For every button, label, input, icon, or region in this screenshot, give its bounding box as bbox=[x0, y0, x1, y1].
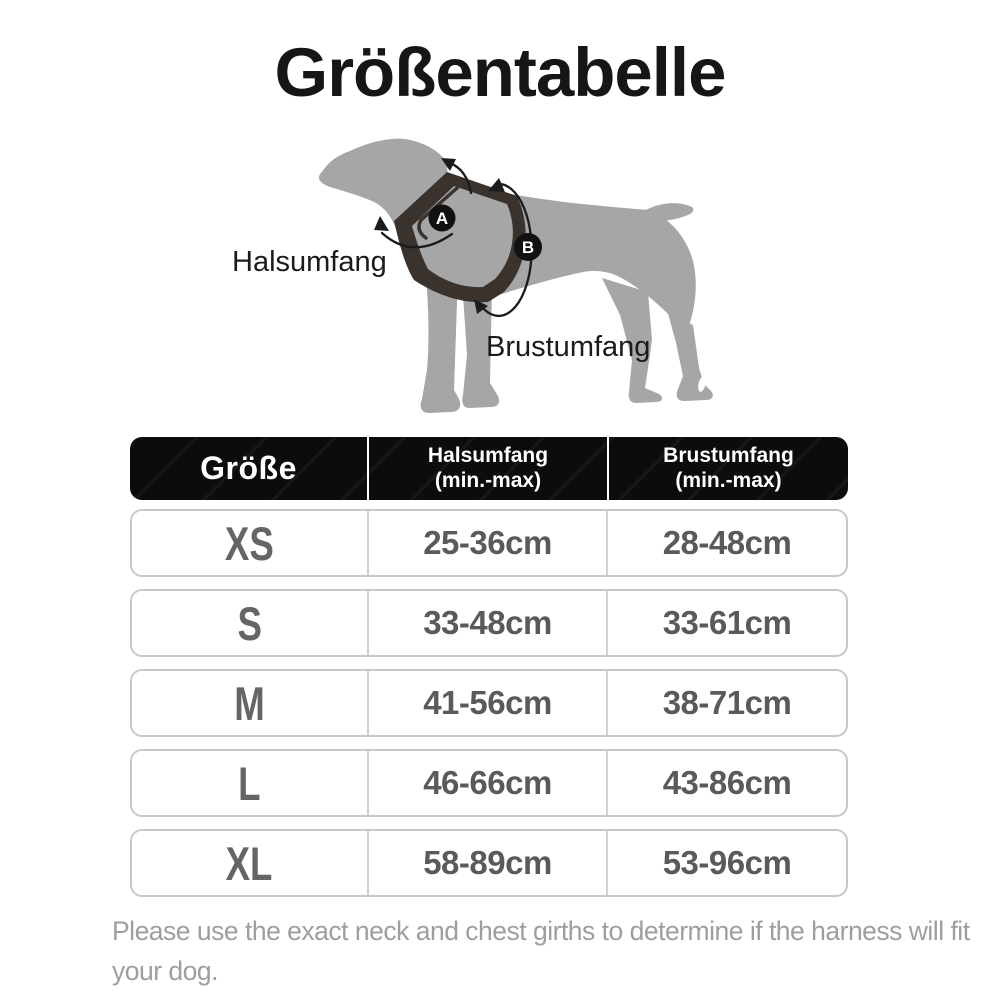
neck-cell bbox=[367, 751, 606, 815]
marker-a-label: A bbox=[435, 209, 449, 228]
table-header-row bbox=[130, 437, 848, 500]
dog-hind-leg-front bbox=[668, 313, 713, 401]
header-neck-range-label: (min.-max) bbox=[434, 468, 542, 492]
neck-girth-label: Halsumfang bbox=[232, 246, 387, 278]
marker-a-badge bbox=[429, 205, 456, 232]
dog-diagram-svg bbox=[200, 130, 760, 430]
arrowhead-icon bbox=[374, 216, 389, 231]
chest-cell bbox=[606, 751, 846, 815]
table-row bbox=[130, 669, 848, 737]
dog-tail bbox=[644, 203, 693, 221]
header-cell-neck bbox=[367, 437, 607, 500]
size-cell bbox=[132, 831, 367, 895]
neck-cell bbox=[367, 511, 606, 575]
chest-value: 33-61cm bbox=[662, 604, 792, 641]
size-value: L bbox=[238, 756, 261, 810]
chest-cell bbox=[606, 671, 846, 735]
size-cell bbox=[132, 591, 367, 655]
page-title: Größentabelle bbox=[274, 34, 726, 111]
size-cell bbox=[132, 671, 367, 735]
header-chest-label: Brustumfang bbox=[663, 444, 794, 468]
header-cell-chest bbox=[607, 437, 848, 500]
table-row bbox=[130, 829, 848, 897]
chest-value: 38-71cm bbox=[662, 684, 792, 721]
size-value: XS bbox=[225, 516, 274, 570]
neck-value: 46-66cm bbox=[423, 764, 552, 801]
header-chest-range-label: (min.-max) bbox=[675, 468, 782, 492]
size-value: M bbox=[234, 676, 265, 730]
chest-value: 28-48cm bbox=[662, 524, 792, 561]
neck-cell bbox=[367, 831, 606, 895]
chest-girth-label: Brustumfang bbox=[486, 331, 651, 363]
neck-value: 41-56cm bbox=[423, 684, 552, 721]
size-value: XL bbox=[226, 836, 273, 890]
size-table bbox=[130, 437, 848, 897]
table-row bbox=[130, 589, 848, 657]
size-value: S bbox=[237, 596, 262, 650]
neck-cell bbox=[367, 591, 606, 655]
neck-value: 33-48cm bbox=[423, 604, 552, 641]
size-cell bbox=[132, 511, 367, 575]
table-row bbox=[130, 749, 848, 817]
chest-value: 53-96cm bbox=[662, 844, 792, 881]
header-neck-label: Halsumfang bbox=[427, 444, 549, 468]
fit-note: Please use the exact neck and chest girths to determine if the harness will fit your dog. bbox=[112, 916, 970, 986]
header-cell-size bbox=[130, 437, 367, 500]
chest-cell bbox=[606, 591, 846, 655]
marker-b-badge bbox=[514, 233, 542, 261]
neck-value: 58-89cm bbox=[423, 844, 552, 881]
neck-value: 25-36cm bbox=[423, 524, 552, 561]
dog-harness-illustration bbox=[200, 130, 760, 430]
chest-value: 43-86cm bbox=[662, 764, 792, 801]
neck-cell bbox=[367, 671, 606, 735]
chest-cell bbox=[606, 511, 846, 575]
header-size-label: Größe bbox=[200, 450, 297, 486]
size-cell bbox=[132, 751, 367, 815]
marker-b-label: B bbox=[521, 238, 535, 257]
table-row bbox=[130, 509, 848, 577]
chest-cell bbox=[606, 831, 846, 895]
